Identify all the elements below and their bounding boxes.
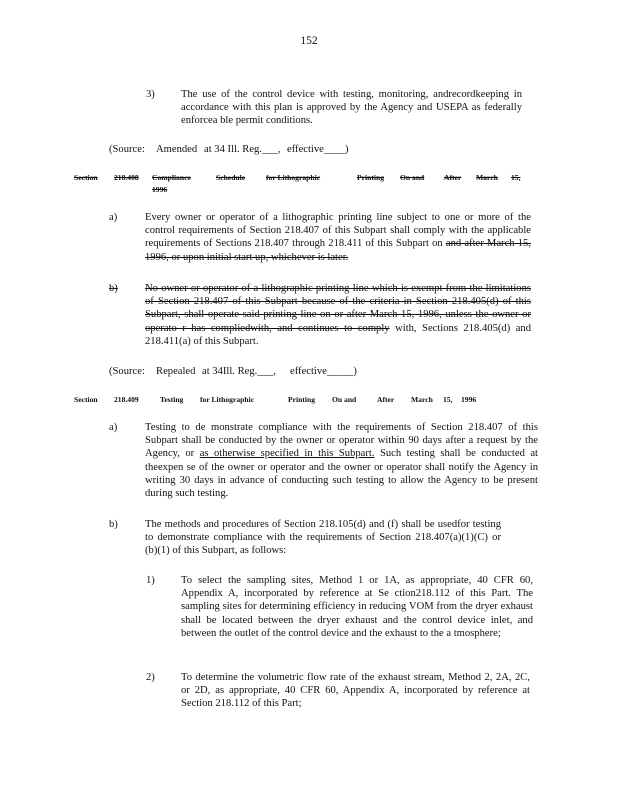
subitem-number: 1) (146, 575, 155, 586)
heading-word: On and (332, 395, 357, 404)
heading-word: 15, (443, 395, 453, 404)
paragraph-number: a) (109, 422, 118, 433)
paragraph-number: a) (109, 212, 118, 223)
page-number: 152 (300, 35, 318, 47)
heading-word: Printing (357, 173, 385, 182)
paragraph-text-pre: Testing to de monstrate compliance with the requirements of Section 218.407 of this Subpart shall be conducted by the owner or operator within 90 days after a request by the Agency, or (145, 422, 538, 460)
subitem-text: To select the sampling sites, Method 1 or 1A, as appropriate, 40 CFR 60, Appendix A, incorporated by reference at Se ction218.112 of this Part. The sampling sites for determining efficiency in reducing VOM from the dryer exhaust shall be located between the dryer exhaust and the control device inlet, and between the outlet of the control device and the exhaust to the a tmosphere; (181, 575, 533, 639)
paragraph-tail-text: with, Sections 218.405(d) and 218.411(a) of this Subpart. (145, 322, 531, 347)
subitem-number: 2) (146, 672, 155, 683)
section-heading (74, 394, 534, 406)
source-action: Amended (156, 144, 198, 155)
heading-word: for Lithographic (266, 173, 321, 182)
heading-word: Compliance (152, 173, 191, 182)
item-number: 3) (146, 89, 155, 100)
paragraph-text-post: Such testing shall be conducted at theexpen se of the owner or operator and the owner or operator shall notify the Agency in writing 30 days in advance of conducting such testing to allow the Agency to be present during such testing. (145, 448, 538, 500)
source-action: Repealed (156, 366, 196, 377)
paragraph-text: The methods and procedures of Section 218.105(d) and (f) shall be usedfor testing to demonstrate compliance with the requirements of Section 218.407(a)(1)(C) or (b)(1) of this Subpart, as follows: (145, 519, 501, 557)
heading-word: 15, (511, 173, 521, 182)
source-effective: effective____) (287, 144, 349, 155)
source-label: (Source: (109, 144, 145, 155)
item-text: The use of the control device with testing, monitoring, andrecordkeeping in accordance with this plan is approved by the Agency and USEPA as federally enforcea ble permit conditions. (181, 89, 522, 127)
heading-word: for Lithographic (200, 395, 255, 404)
paragraph-text (145, 282, 531, 348)
subitem-text: To determine the volumetric flow rate of the exhaust stream, Method 2, 2A, 2C, or 2D, as appropriate, 40 CFR 60, Appendix A, incorporated by reference at Section 218.112 of this Part; (181, 672, 530, 710)
struck-text: No owner or operator of a lithographic printing line which is exempt from the limitations of Section 218.407 of this Subpart because of the criteria in Section 218.405(d) of this Subpart, shall operate said printing line on or after March 15, 1996, unless the owner or operato r has compliedwith, and continues to comply (145, 283, 531, 334)
paragraph-text (145, 211, 531, 264)
heading-word: On and (400, 173, 425, 182)
heading-word: Testing (160, 395, 184, 404)
source-effective: effective_____) (290, 366, 357, 377)
source-label: (Source: (109, 366, 145, 377)
section-word: Section (74, 173, 98, 182)
heading-word: 1996 (152, 185, 168, 194)
heading-word: After (444, 173, 462, 182)
source-reference: at 34 Ill. Reg.___, (204, 144, 281, 155)
section-number: 218.408 (114, 173, 139, 182)
struck-text: and after March 15, 1996, or upon initial start up, whichever is later. (145, 238, 532, 263)
paragraph-main-text: Every owner or operator of a lithographic printing line subject to one or more of the control requirements of Section 218.407 of this Subpart shall comply with the applicable requirements of Sections 218.407 through 218.411 of this Subpart on (145, 212, 531, 250)
heading-word: March (476, 173, 498, 182)
source-reference: at 34Ill. Reg.___, (202, 366, 276, 377)
section-word: Section (74, 395, 98, 404)
paragraph-number: b) (109, 519, 118, 530)
underlined-text: as otherwise specified in this Subpart. (199, 448, 375, 460)
section-number: 218.409 (114, 395, 139, 404)
heading-word: After (377, 395, 395, 404)
paragraph-text (145, 421, 538, 500)
heading-word: Printing (288, 395, 316, 404)
heading-word: March (411, 395, 433, 404)
heading-word: Schedule (216, 173, 246, 182)
heading-word: 1996 (461, 395, 477, 404)
section-heading-struck (74, 172, 534, 196)
paragraph-number-struck: b) (109, 283, 118, 294)
